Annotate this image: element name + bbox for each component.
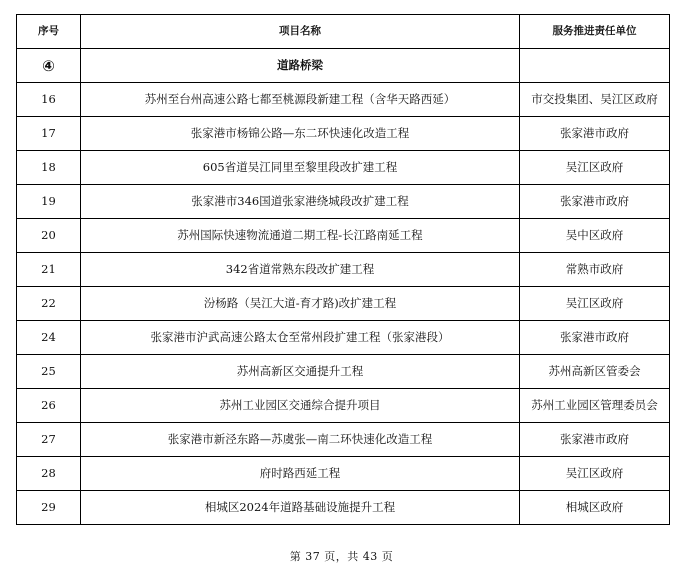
cell-responsible-unit: 常熟市政府 — [520, 253, 670, 287]
header-no: 序号 — [17, 15, 81, 49]
section-marker-glyph: ④ — [42, 56, 55, 75]
cell-responsible-unit: 张家港市政府 — [520, 423, 670, 457]
cell-responsible-unit: 张家港市政府 — [520, 117, 670, 151]
table-row — [17, 423, 670, 457]
cell-responsible-unit: 苏州高新区管委会 — [520, 355, 670, 389]
cell-no: 22 — [17, 287, 81, 321]
table-row — [17, 219, 670, 253]
cell-project-name: 342省道常熟东段改扩建工程 — [81, 253, 520, 287]
cell-project-name: 苏州至台州高速公路七都至桃源段新建工程（含华天路西延） — [81, 83, 520, 117]
table-row — [17, 83, 670, 117]
project-table — [16, 14, 670, 525]
cell-no: 28 — [17, 457, 81, 491]
table-row — [17, 185, 670, 219]
cell-responsible-unit: 吴江区政府 — [520, 151, 670, 185]
table-header-row — [17, 15, 670, 49]
cell-project-name: 苏州高新区交通提升工程 — [81, 355, 520, 389]
cell-project-name: 605省道吴江同里至黎里段改扩建工程 — [81, 151, 520, 185]
cell-project-name: 苏州工业园区交通综合提升项目 — [81, 389, 520, 423]
cell-no: 26 — [17, 389, 81, 423]
cell-no: 24 — [17, 321, 81, 355]
cell-no: 19 — [17, 185, 81, 219]
cell-responsible-unit: 张家港市政府 — [520, 185, 670, 219]
table-row — [17, 389, 670, 423]
cell-responsible-unit: 张家港市政府 — [520, 321, 670, 355]
section-title: 道路桥梁 — [81, 49, 520, 83]
cell-responsible-unit: 相城区政府 — [520, 491, 670, 525]
table-row — [17, 287, 670, 321]
cell-no: 17 — [17, 117, 81, 151]
cell-responsible-unit: 吴江区政府 — [520, 457, 670, 491]
section-marker — [17, 49, 81, 83]
cell-responsible-unit: 苏州工业园区管理委员会 — [520, 389, 670, 423]
cell-no: 29 — [17, 491, 81, 525]
cell-no: 21 — [17, 253, 81, 287]
table-row — [17, 253, 670, 287]
cell-responsible-unit: 吴中区政府 — [520, 219, 670, 253]
table-row — [17, 491, 670, 525]
table-row — [17, 457, 670, 491]
header-project-name: 项目名称 — [81, 15, 520, 49]
cell-no: 16 — [17, 83, 81, 117]
section-row — [17, 49, 670, 83]
cell-responsible-unit: 吴江区政府 — [520, 287, 670, 321]
cell-no: 20 — [17, 219, 81, 253]
section-empty-cell — [520, 49, 670, 83]
cell-responsible-unit: 市交投集团、吴江区政府 — [520, 83, 670, 117]
cell-no: 27 — [17, 423, 81, 457]
cell-project-name: 相城区2024年道路基础设施提升工程 — [81, 491, 520, 525]
cell-project-name: 张家港市杨锦公路—东二环快速化改造工程 — [81, 117, 520, 151]
header-responsible-unit: 服务推进责任单位 — [520, 15, 670, 49]
cell-project-name: 府时路西延工程 — [81, 457, 520, 491]
cell-project-name: 张家港市346国道张家港绕城段改扩建工程 — [81, 185, 520, 219]
table-row — [17, 117, 670, 151]
cell-project-name: 张家港市沪武高速公路太仓至常州段扩建工程（张家港段） — [81, 321, 520, 355]
cell-project-name: 张家港市新泾东路—苏虞张—南二环快速化改造工程 — [81, 423, 520, 457]
page-footer: 第 37 页，共 43 页 — [289, 550, 394, 563]
table-row — [17, 321, 670, 355]
cell-project-name: 苏州国际快速物流通道二期工程-长江路南延工程 — [81, 219, 520, 253]
cell-project-name: 汾杨路（吴江大道-育才路)改扩建工程 — [81, 287, 520, 321]
table-row — [17, 355, 670, 389]
table-row — [17, 151, 670, 185]
table-body — [17, 49, 670, 525]
cell-no: 18 — [17, 151, 81, 185]
cell-no: 25 — [17, 355, 81, 389]
